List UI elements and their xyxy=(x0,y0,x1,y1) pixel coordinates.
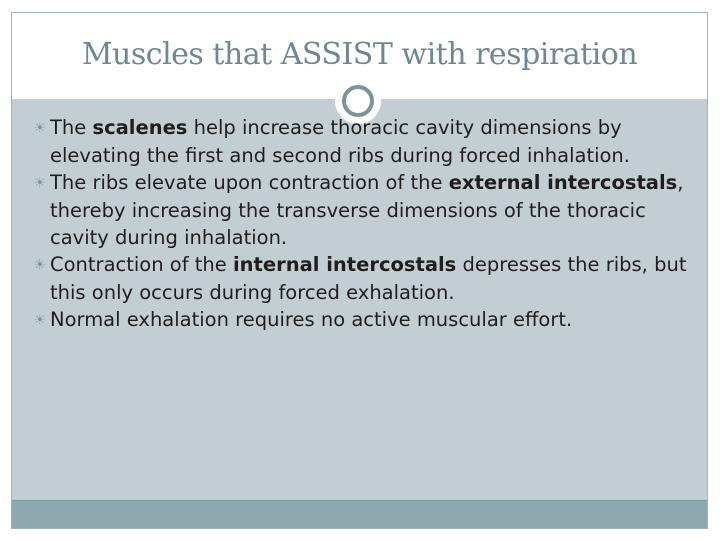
bullet-text: Contraction of the xyxy=(50,253,233,276)
bullet-term: scalenes xyxy=(92,116,188,139)
bullet-text: help increase thoracic cavity dimensions by elevating the first and second ribs during forced inhalation. xyxy=(50,116,630,167)
bullet-item xyxy=(34,251,694,306)
bullet-text: , thereby increasing the transverse dimensions of the thoracic cavity during inhalation. xyxy=(50,171,684,249)
bullet-text: The xyxy=(50,116,93,139)
footer-bar xyxy=(12,500,707,528)
bullet-item xyxy=(34,169,694,251)
sun-ray-bullet-icon: ☀ xyxy=(34,313,46,328)
bullet-list xyxy=(34,114,694,334)
slide-title: Muscles that ASSIST with respiration xyxy=(81,37,638,72)
sun-ray-bullet-icon: ☀ xyxy=(34,258,46,273)
bullet-text: depresses the ribs, but this only occurs during forced exhalation. xyxy=(50,253,687,304)
bullet-text: The ribs elevate upon contraction of the xyxy=(50,171,449,194)
bullet-term: internal intercostals xyxy=(232,253,457,276)
bullet-item xyxy=(34,114,694,169)
sun-ray-bullet-icon: ☀ xyxy=(34,121,46,136)
bullet-text: Normal exhalation requires no active muscular effort. xyxy=(50,308,573,331)
circle-ornament-inner xyxy=(342,85,374,117)
sun-ray-bullet-icon: ☀ xyxy=(34,176,46,191)
bullet-item xyxy=(34,306,694,334)
bullet-term: external intercostals xyxy=(448,171,678,194)
